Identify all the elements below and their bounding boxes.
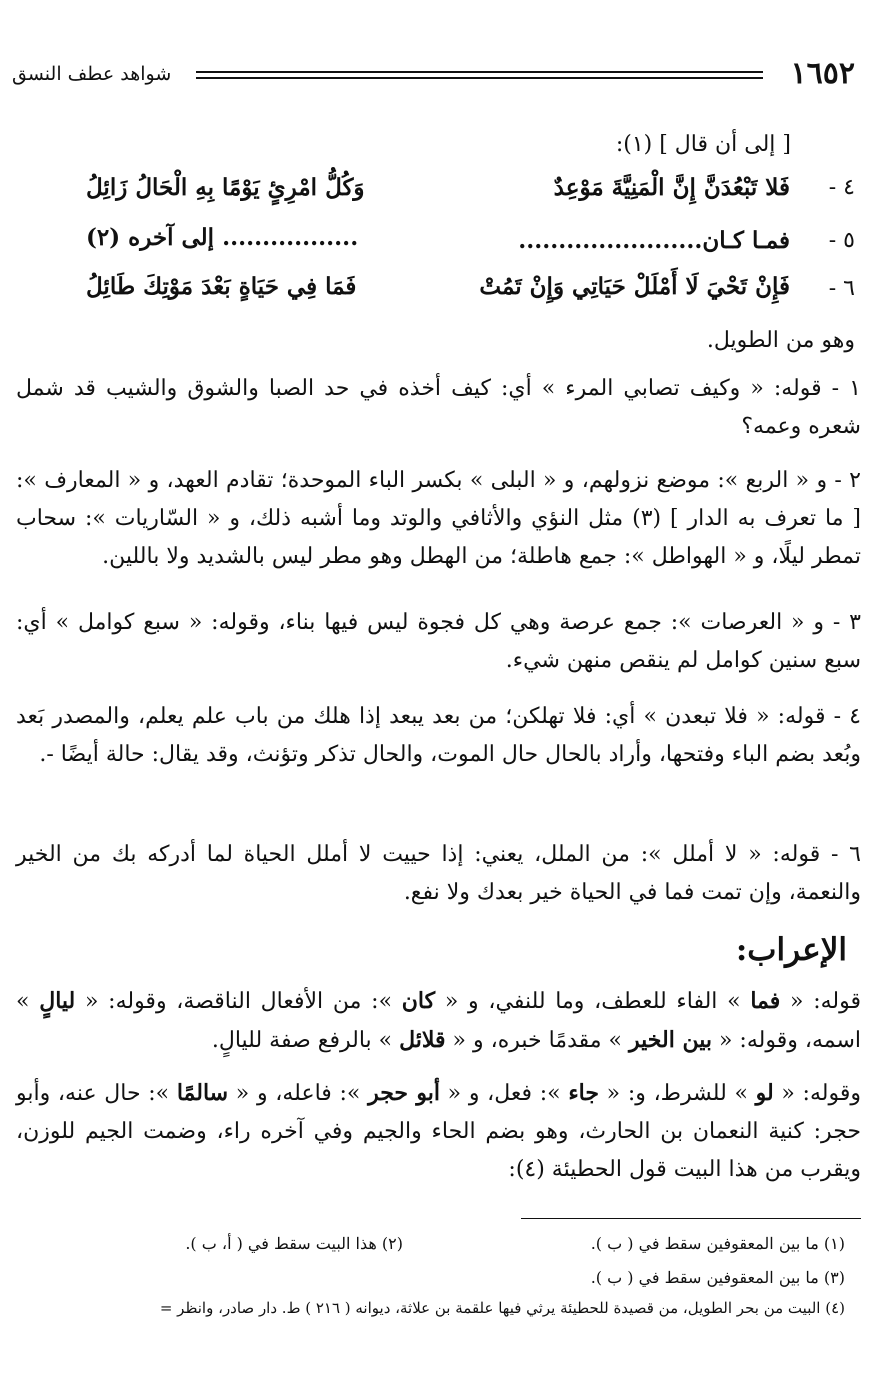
i3rab-text: »: فعل، و « <box>439 1081 569 1106</box>
i3rab-term: كان <box>401 988 436 1014</box>
footnote-1: (١) ما بين المعقوفين سقط في ( ب ). <box>590 1234 845 1253</box>
verse-right-hemistich: فمـا كـان....................... <box>518 227 790 254</box>
verse-left-hemistich: ................. إلى آخره (٢) <box>86 224 359 251</box>
intro-line: [ إلى أن قال ] (١): <box>615 132 791 157</box>
i3rab-text: قوله: « <box>780 989 861 1014</box>
verse-number: ٥ - <box>828 228 855 253</box>
i3rab-paragraph-2 <box>16 1074 861 1189</box>
commentary-6: ٦ - قوله: « لا أملل »: من الملل، يعني: إذا حييت لا أملل الحياة لما أدركه بك من الخير والنعمة، وإن تمت فما في الحياة خير بعدك ولا نفع. <box>16 842 861 905</box>
verse-right-hemistich: فَإِنْ تَحْيَ لَا أَمْلَلْ حَيَاتِي وَإِنْ تَمُتْ <box>479 273 790 300</box>
i3rab-term: ليالٍ <box>39 988 76 1014</box>
i3rab-text: » للشرط، و: « <box>598 1081 756 1106</box>
header-rule-bottom <box>196 77 763 79</box>
commentary-4: ٤ - قوله: « فلا تبعدن » أي: فلا تهلكن؛ من بعد يبعد إذا هلك من باب علم يعلم، والمصدر بَعد وبُعد بضم الباء وفتحها، وأراد بالحال حال الموت، والحال تذكر وتؤنث، وقد يقال: حالة أيضًا -. <box>16 704 861 767</box>
footnote-3: (٣) ما بين المعقوفين سقط في ( ب ). <box>590 1268 845 1287</box>
page-number: ١٦٥٢ <box>790 56 855 91</box>
i3rab-term: قلائل <box>399 1027 446 1053</box>
i3rab-text: » مقدمًا خبره، و « <box>445 1028 630 1053</box>
i3rab-text: » بالرفع صفة لليالٍ. <box>211 1028 400 1053</box>
i3rab-term: فما <box>750 988 781 1014</box>
i3rab-term: سالمًا <box>176 1080 229 1106</box>
meter-note: وهو من الطويل. <box>706 328 855 353</box>
footnote-4: (٤) البيت من بحر الطويل، من قصيدة للحطيئة يرثي فيها علقمة بن علاثة، ديوانه ( ٢١٦ ) ط. دار صادر، وانظر = <box>159 1299 845 1317</box>
verse-left-hemistich: وَكُلُّ امْرِئٍ يَوْمًا بِهِ الْحَالُ زَائِلُ <box>86 174 365 201</box>
commentary-1: ١ - قوله: « وكيف تصابي المرء » أي: كيف أخذه في حد الصبا والشوق والشيب قد شمل شعره وعمه؟ <box>16 376 861 439</box>
i3rab-heading: الإعراب: <box>735 932 847 968</box>
footnote-2: (٢) هذا البيت سقط في ( أ، ب ). <box>185 1234 403 1253</box>
i3rab-text: »: فاعله، و « <box>228 1081 369 1106</box>
verse-left-hemistich: فَمَا فِي حَيَاةٍ بَعْدَ مَوْتِكَ طَائِلُ <box>86 273 357 300</box>
verse-number: ٤ - <box>828 175 855 200</box>
i3rab-text: »: من الأفعال الناقصة، وقوله: « <box>75 989 402 1014</box>
header-rule-top <box>196 71 763 73</box>
i3rab-text: » الفاء للعطف، وما للنفي، و « <box>435 989 751 1014</box>
verse-right-hemistich: فَلا تَبْعُدَنَّ إِنَّ الْمَنِيَّةَ مَوْعِدٌ <box>553 174 790 201</box>
commentary-3: ٣ - و « العرصات »: جمع عرصة وهي كل فجوة ليس فيها بناء، وقوله: « سبع كوامل » أي: سبع سنين كوامل لم ينقص منهن شيء. <box>16 610 861 673</box>
i3rab-text: »: حال عنه، وأبو حجر: كنية النعمان بن الحارث، وهو بضم الحاء والجيم وفي آخره راء، وضمت الجيم للوزن، ويقرب من هذا البيت قول الحطيئة (٤): <box>16 1081 861 1182</box>
i3rab-term: أبو حجر <box>368 1080 440 1106</box>
verse-number: ٦ - <box>828 276 855 301</box>
i3rab-text: وقوله: « <box>773 1081 861 1106</box>
section-title: شواهد عطف النسق <box>12 63 172 85</box>
footnote-separator <box>521 1218 861 1219</box>
i3rab-term: لو <box>755 1080 774 1106</box>
i3rab-paragraph-1 <box>16 982 861 1060</box>
i3rab-text: » اسمه، وقوله: « <box>16 989 861 1053</box>
commentary-2: ٢ - و « الربع »: موضع نزولهم، و « البلى » بكسر الباء الموحدة؛ تقادم العهد، و « المعارف »: [ ما تعرف به الدار ] (٣) مثل النؤي والأثافي والوتد وما أشبه ذلك، و « السّاريات »: سحاب تمطر ليلًا، و « الهواطل »: جمع هاطلة؛ من الهطل وهو مطر ليس بالشديد ولا باللين. <box>16 468 861 569</box>
i3rab-term: جاء <box>568 1080 599 1106</box>
i3rab-term: بين الخير <box>629 1027 712 1053</box>
